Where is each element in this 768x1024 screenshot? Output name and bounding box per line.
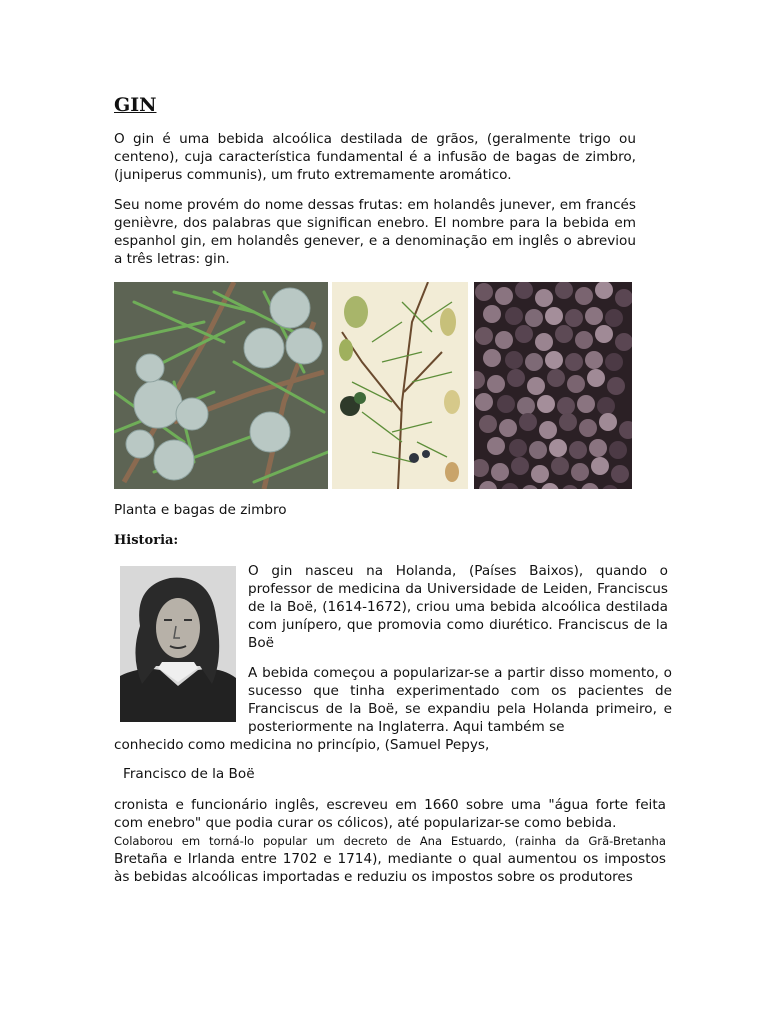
bio-paragraph-2: A bebida começou a popularizar-se a partir disso momento, o sucesso que tinha experimentado com os pacientes de Franciscus de la Boë, se expandiu pela Holanda primeiro, e posteriormente na Inglaterra. Aqui também se: [248, 665, 672, 735]
dried-berries-photo: [474, 282, 632, 489]
intro-paragraph: O gin é uma bebida alcoólica destilada de grãos, (geralmente trigo ou centeno), cuja característica fundamental é a infusão de bagas de zimbro, (juniperus communis), um fruto extremamente aromático.: [114, 131, 636, 183]
bio-paragraph-1: O gin nasceu na Holanda, (Países Baixos), quando o professor de medicina da Universidade de Leiden, Franciscus de la Boë, (1614-1672), criou uma bebida alcoólica destilada com junípero, que promovia como diurético. Franciscus de la Boë: [248, 563, 668, 651]
photo-caption: Planta e bagas de zimbro: [114, 502, 287, 518]
juniper-branch-photo: [114, 282, 328, 489]
history-text-a: cronista e funcionário inglês, escreveu em 1660 sobre uma "água forte feita com enebro" que podia curar os cólicos), até popularizar-se como bebida.: [114, 797, 666, 831]
history-text-b: Colaborou em torná-lo popular um decreto de Ana Estuardo, (rainha da Grã-Bretanha: [114, 834, 666, 848]
section-heading: Historia:: [114, 533, 179, 548]
history-paragraph: [114, 796, 666, 886]
document-title: GIN: [114, 94, 157, 116]
portrait-caption: Francisco de la Boë: [123, 766, 255, 782]
etymology-paragraph: Seu nome provém do nome dessas frutas: em holandês junever, em francés genièvre, dos palabras que significan enebro. El nombre para la bebida em espanhol gin, em holandês genever, e a denominação em inglês o abreviou a três letras: gin.: [114, 197, 636, 267]
history-text-c: Bretaña e Irlanda entre 1702 e 1714), mediante o qual aumentou os impostos às bebidas alcoólicas importadas e reduziu os impostos sobre os produtores: [114, 851, 666, 885]
botanical-illustration: [332, 282, 468, 489]
bio-paragraph-2-continued: conhecido como medicina no princípio, (Samuel Pepys,: [114, 737, 490, 753]
portrait-image: [120, 566, 236, 722]
